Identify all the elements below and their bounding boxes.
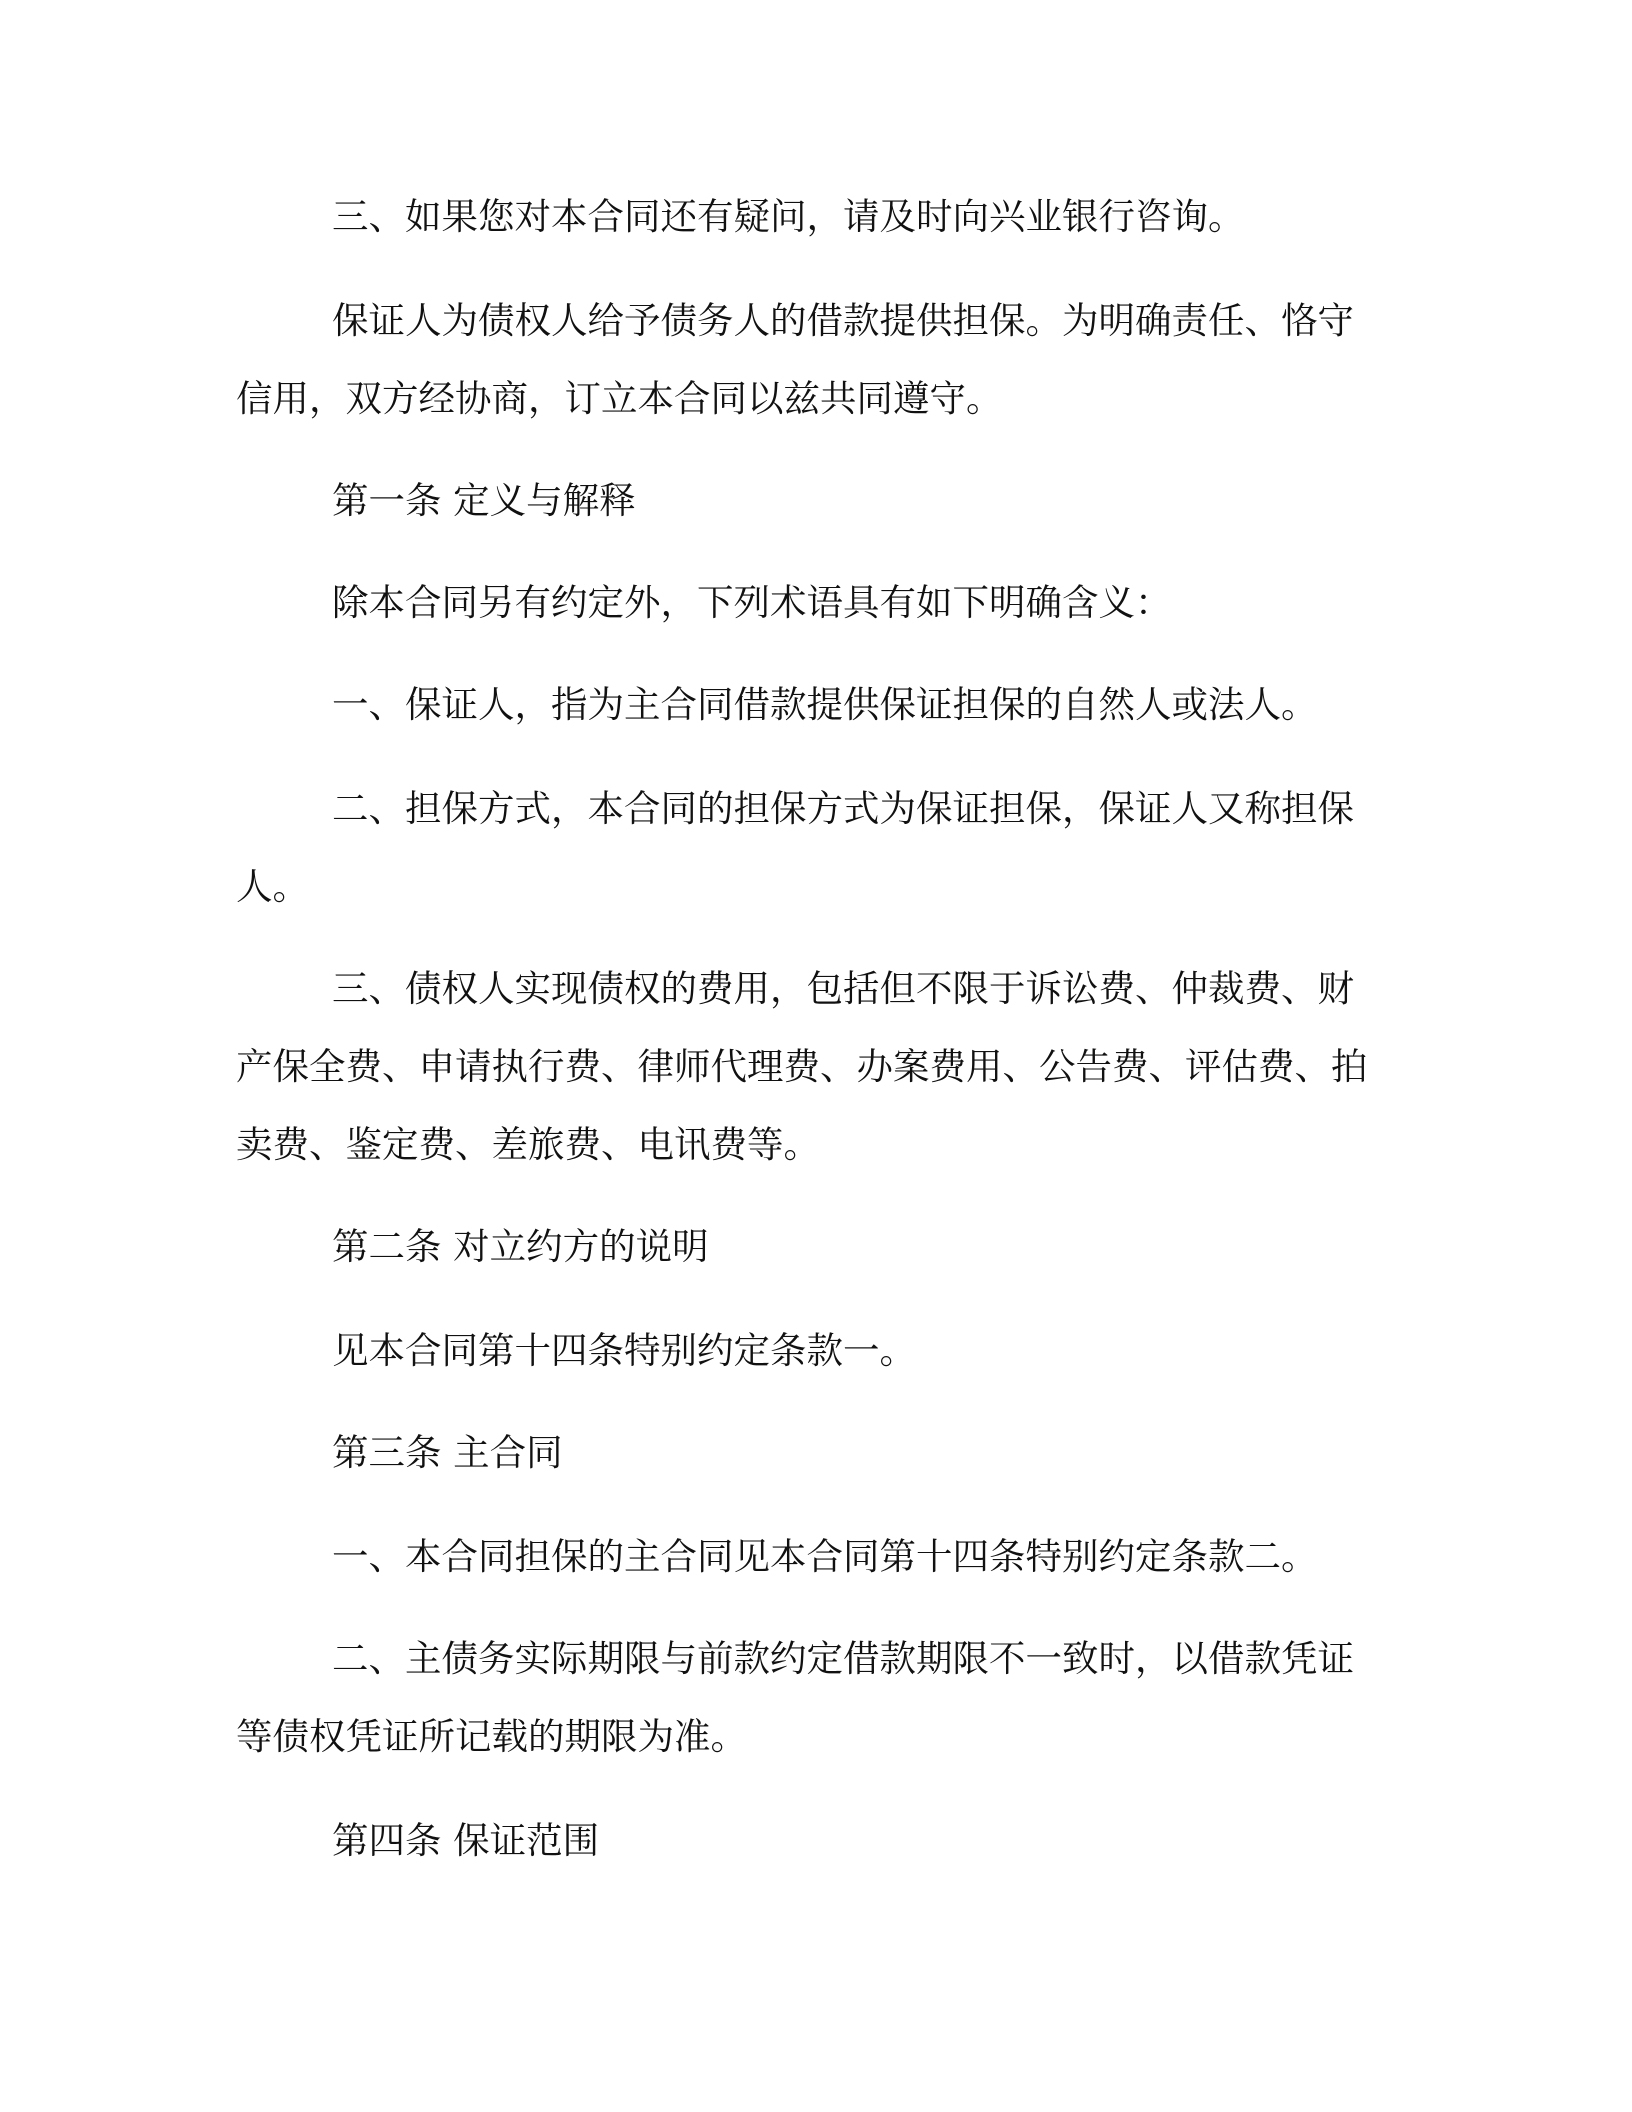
paragraph-consult-note: 三、如果您对本合同还有疑问，请及时向兴业银行咨询。: [332, 195, 1245, 238]
heading-article-2: 第二条 对立约方的说明: [332, 1225, 709, 1268]
heading-article-3: 第三条 主合同: [332, 1431, 563, 1474]
paragraph-debt-term: 二、主债务实际期限与前款约定借款期限不一致时，以借款凭证等债权凭证所记载的期限为准。: [236, 1637, 1354, 1758]
heading-article-1: 第一条 定义与解释: [332, 479, 636, 522]
paragraph-definition-guarantor: 一、保证人，指为主合同借款提供保证担保的自然人或法人。: [332, 683, 1318, 726]
paragraph-definition-costs: 三、债权人实现债权的费用，包括但不限于诉讼费、仲裁费、财产保全费、申请执行费、律师代理费、办案费用、公告费、评估费、拍卖费、鉴定费、差旅费、电讯费等。: [236, 967, 1368, 1166]
paragraph-definition-guarantee-method: 二、担保方式，本合同的担保方式为保证担保，保证人又称担保人。: [236, 787, 1354, 908]
paragraph-article-2-body: 见本合同第十四条特别约定条款一。: [332, 1329, 916, 1372]
heading-article-4: 第四条 保证范围: [332, 1819, 600, 1862]
paragraph-definitions-intro: 除本合同另有约定外，下列术语具有如下明确含义：: [332, 581, 1172, 624]
paragraph-preamble: 保证人为债权人给予债务人的借款提供担保。为明确责任、恪守信用，双方经协商，订立本合同以兹共同遵守。: [236, 299, 1354, 420]
paragraph-main-contract: 一、本合同担保的主合同见本合同第十四条特别约定条款二。: [332, 1535, 1318, 1578]
